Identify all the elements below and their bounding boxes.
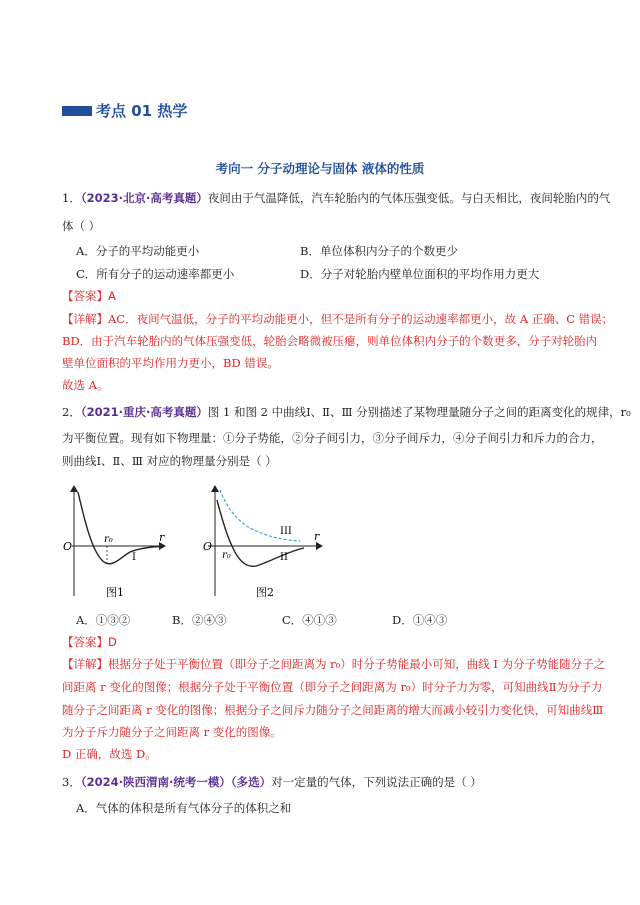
fig1-r0-label: r₀ [104, 534, 113, 545]
q1-source: （2023·北京·高考真题） [80, 191, 208, 205]
section-title: 考向一 分子动理论与固体 液体的性质 [215, 161, 425, 176]
q1-explain-line2: BD．由于汽车轮胎内的气体压强变低，轮胎会略微被压瘪，则单位体积内分子的个数更多，分子对轮胎内 [62, 334, 598, 348]
q2-option-b: B．②④③ [172, 613, 227, 627]
fig1-r-label: r [159, 531, 165, 544]
q2-stem-text: 图 1 和图 2 中曲线Ⅰ、Ⅱ、Ⅲ 分别描述了某物理量随分子之间的距离变化的规律，r₀ [207, 405, 631, 419]
q1-option-a: A．分子的平均动能更小 [76, 244, 200, 258]
q2-answer: 【答案】D [62, 635, 117, 649]
fig1-origin: O [63, 540, 73, 553]
q1-number: 1． [62, 191, 81, 205]
q2-stem-line1 [62, 404, 631, 420]
q2-option-c: C．④①③ [282, 613, 337, 627]
fig2-r-label: r [314, 530, 320, 543]
fig2-curve3-label: III [280, 526, 292, 537]
q2-conclusion: D 正确，故选 D。 [62, 747, 157, 761]
topic-heading: 考点 01 热学 [96, 102, 188, 120]
fig2-r0-label: r₀ [222, 550, 231, 561]
q3-stem [62, 774, 482, 790]
q2-stem-line3: 则曲线Ⅰ、Ⅱ、Ⅲ 对应的物理量分别是（ ） [62, 454, 277, 468]
fig2-origin: O [203, 540, 213, 553]
q2-option-d: D．①④③ [392, 613, 448, 627]
figure1 [63, 486, 165, 599]
q2-figures [60, 478, 340, 603]
q2-number: 2． [62, 405, 81, 419]
q1-explain-line3: 壁单位面积的平均作用力更小，BD 错误。 [62, 356, 279, 370]
q1-option-d: D．分子对轮胎内壁单位面积的平均作用力更大 [300, 267, 540, 281]
q2-option-a: A．①③② [76, 613, 131, 627]
q3-option-a: A．气体的体积是所有气体分子的体积之和 [76, 801, 292, 815]
q2-explain-line4: 为分子斥力随分子之间距离 r 变化的图像。 [62, 725, 282, 739]
fig1-curve-I [78, 492, 160, 564]
q1-stem-line1 [62, 190, 610, 206]
q1-stem-text: 夜间由于气温降低，汽车轮胎内的气体压强变低。与白天相比，夜间轮胎内的气 [207, 191, 611, 205]
q2-explain-line1: 【详解】根据分子处于平衡位置（即分子之间距离为 r₀）时分子势能最小可知，曲线 I 为分子势能随分子之 [62, 657, 606, 671]
q1-conclusion: 故选 A。 [62, 378, 109, 392]
q1-explain-line1: 【详解】AC．夜间气温低，分子的平均动能更小，但不是所有分子的运动速率都更小，故 A 正确、C 错误； [62, 312, 614, 326]
fig1-curve-label: I [132, 552, 136, 563]
q1-stem-line2: 体（ ） [62, 219, 101, 233]
q2-explain-line2: 间距离 r 变化的图像；根据分子处于平衡位置（即分子之间距离为 r₀）时分子力为零，可知曲线Ⅱ为分子力 [62, 680, 603, 694]
q3-stem-text: 对一定量的气体，下列说法正确的是（ ） [271, 775, 482, 789]
fig1-caption: 图1 [106, 586, 124, 599]
figure2 [203, 486, 322, 599]
q1-answer: 【答案】A [62, 289, 116, 303]
q2-explain-line3: 随分子之间距离 r 变化的图像；根据分子之间斥力随分子之间距离的增大而减小较引力变化快，可知曲线Ⅲ [62, 703, 604, 717]
q3-number: 3． [62, 775, 81, 789]
heading-bar [62, 106, 92, 116]
q1-option-c: C．所有分子的运动速率都更小 [76, 267, 235, 281]
q1-option-b: B．单位体积内分子的个数更少 [300, 244, 458, 258]
q2-source: （2021·重庆·高考真题） [80, 405, 208, 419]
q2-stem-line2: 为平衡位置。现有如下物理量：①分子势能，②分子间引力，③分子间斥力，④分子间引力和斥力的合力， [62, 431, 603, 445]
fig2-curve2-label: II [280, 552, 288, 563]
fig2-caption: 图2 [256, 586, 274, 599]
q3-source: （2024·陕西渭南·统考一模）（多选） [80, 775, 272, 789]
